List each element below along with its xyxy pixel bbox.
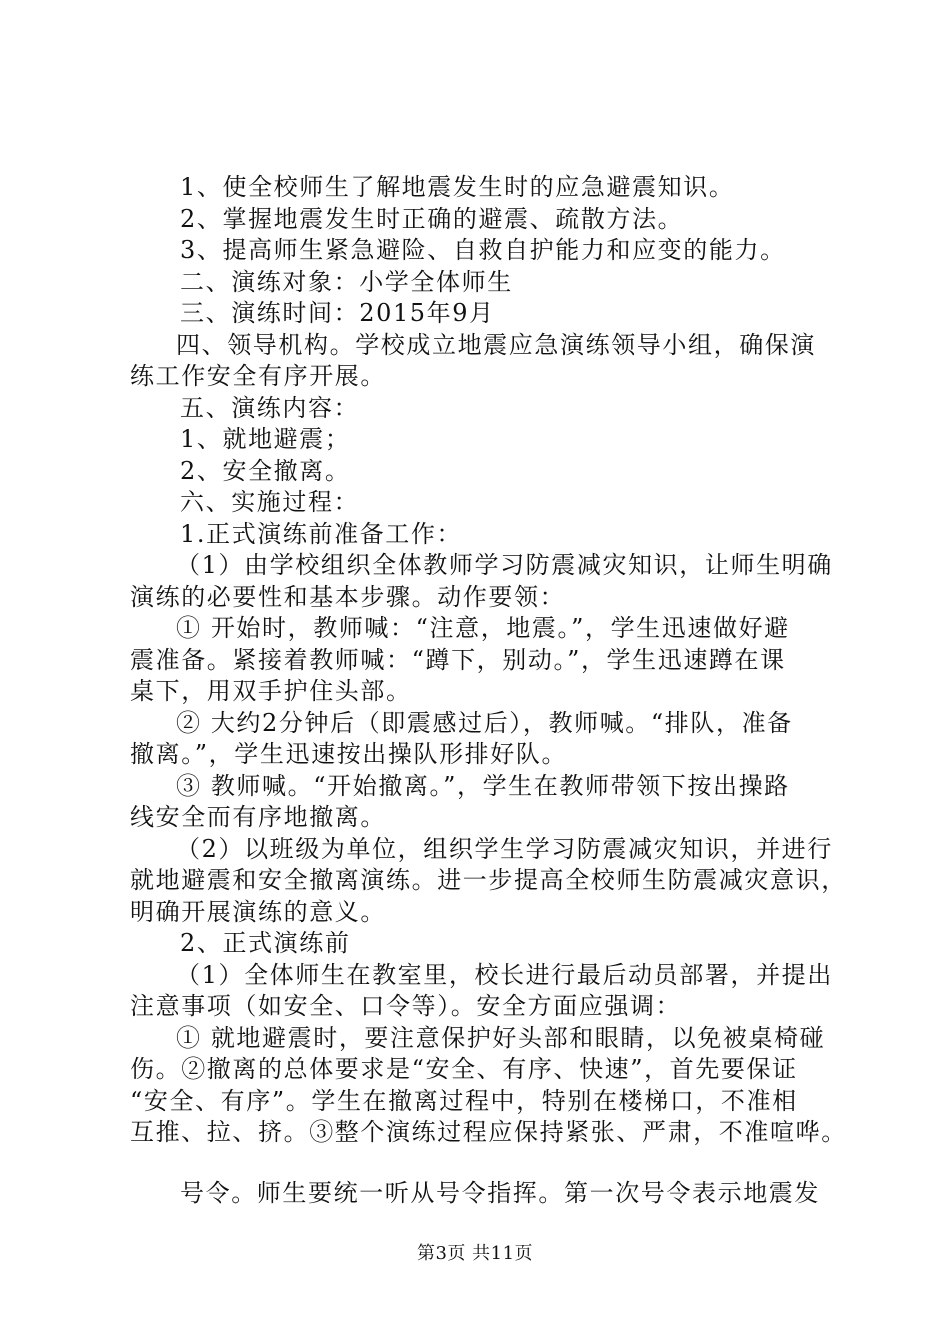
document-body [130, 172, 847, 1209]
paragraph-spacer [130, 1149, 840, 1178]
paragraph-line: 1.正式演练前准备工作： [180, 519, 463, 548]
paragraph-line: 伤。②撤离的总体要求是“安全、有序、快速”，首先要保证 [130, 1055, 798, 1083]
paragraph-line: ③ 教师喊。“开始撤离。”，学生在教师带领下按出操路 [176, 771, 790, 800]
paragraph-line: ② 大约2分钟后（即震感过后），教师喊。“排队，准备 [176, 708, 793, 737]
section-heading: 三、演练时间：2015年9月 [180, 299, 495, 327]
section-heading: 二、演练对象：小学全体师生 [180, 267, 513, 296]
paragraph-line: （2）以班级为单位，组织学生学习防震减灾知识，并进行 [176, 834, 833, 863]
paragraph-line: （1）由学校组织全体教师学习防震减灾知识，让师生明确 [176, 551, 833, 579]
paragraph-line: 号令。师生要统一听从号令指挥。第一次号令表示地震发 [180, 1178, 820, 1207]
paragraph-line: 明确开展演练的意义。 [130, 897, 386, 926]
paragraph-line: 线安全而有序地撤离。 [130, 803, 386, 831]
paragraph-line: 练工作安全有序开展。 [130, 362, 386, 390]
paragraph-line: 1、使全校师生了解地震发生时的应急避震知识。 [180, 173, 735, 201]
paragraph-line: 震准备。紧接着教师喊：“蹲下，别动。”，学生迅速蹲在课 [130, 645, 786, 674]
paragraph-line: 就地避震和安全撤离演练。进一步提高全校师生防震减灾意识， [130, 866, 847, 894]
section-heading: 2、正式演练前 [180, 929, 351, 957]
paragraph-line: 演练的必要性和基本步骤。动作要领： [130, 582, 566, 611]
page-number-footer: 第3页 共11页 [416, 1243, 534, 1264]
paragraph-line: 1、就地避震； [180, 425, 351, 453]
paragraph-line: 注意事项（如安全、口令等）。安全方面应强调： [130, 992, 682, 1020]
paragraph-line: ① 就地避震时，要注意保护好头部和眼睛，以免被桌椅碰 [176, 1023, 826, 1052]
paragraph-line: 互推、拉、挤。③整个演练过程应保持紧张、严肃，不准喧哗。 [130, 1118, 847, 1146]
section-heading: 五、演练内容： [180, 393, 360, 422]
section-heading: 四、领导机构。学校成立地震应急演练领导小组，确保演 [176, 330, 816, 359]
paragraph-line: 2、掌握地震发生时正确的避震、疏散方法。 [180, 204, 684, 233]
paragraph-line: 桌下，用双手护住头部。 [130, 677, 412, 705]
paragraph-line: 2、安全撤离。 [180, 456, 351, 485]
paragraph-line: “安全、有序”。学生在撤离过程中，特别在楼梯口，不准相 [130, 1086, 798, 1115]
paragraph-line: 3、提高师生紧急避险、自救自护能力和应变的能力。 [180, 236, 786, 264]
paragraph-line: ① 开始时，教师喊：“注意，地震。”，学生迅速做好避 [176, 614, 790, 642]
paragraph-line: 撤离。”，学生迅速按出操队形排好队。 [130, 740, 568, 768]
section-heading: 六、实施过程： [180, 488, 360, 516]
paragraph-line: （1）全体师生在教室里，校长进行最后动员部署，并提出 [176, 960, 833, 989]
